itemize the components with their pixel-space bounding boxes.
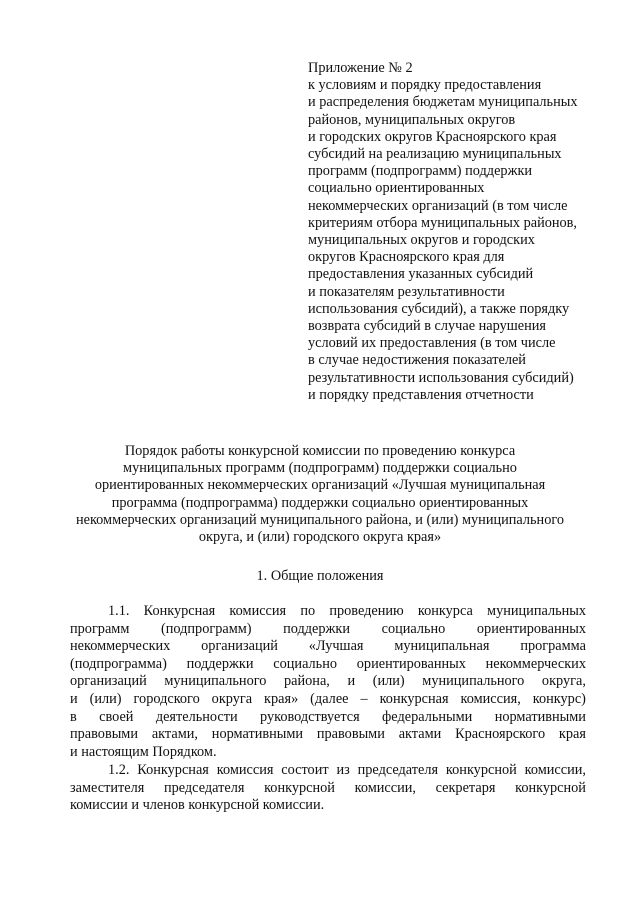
appendix-line: возврата субсидий в случае нарушения <box>308 318 546 335</box>
appendix-line: и порядку представления отчетности <box>308 386 534 403</box>
word: 1.2. <box>108 762 130 778</box>
word: председателя <box>163 779 245 796</box>
word: комиссии, <box>524 762 586 778</box>
title-line: ориентированных некоммерческих организаций «Лучшая муниципальная <box>94 477 546 494</box>
word: конкурсной <box>515 779 586 796</box>
word: муниципальная <box>394 638 490 655</box>
word: некоммерческих <box>485 655 586 672</box>
paragraph-1-1 <box>70 603 586 761</box>
word: актами <box>398 726 442 743</box>
word: конкурсная <box>379 690 449 707</box>
appendix-line: условий их предоставления (в том числе <box>308 335 556 352</box>
appendix-line: и распределения бюджетам муниципальных <box>308 94 578 111</box>
word: актами, <box>151 726 198 743</box>
appendix-line: в случае недостижения показателей <box>308 352 526 369</box>
word: проведению <box>329 603 404 619</box>
word: муниципальных <box>487 603 586 619</box>
word: программ <box>70 620 130 637</box>
appendix-line: предоставления указанных субсидий <box>308 266 534 283</box>
word: конкурса <box>417 603 473 619</box>
justified-line <box>70 603 586 621</box>
justified-line <box>70 638 586 656</box>
appendix-line: результативности использования субсидий) <box>308 369 574 386</box>
word: конкурсной <box>264 779 335 796</box>
word: комиссия, <box>460 690 521 707</box>
word: председателя <box>357 762 439 778</box>
word: нормативными <box>211 726 304 743</box>
word: федеральными <box>382 708 473 725</box>
document-title <box>60 443 580 546</box>
word: «Лучшая <box>308 638 364 655</box>
word: (или) <box>372 673 405 690</box>
word: в <box>70 708 77 725</box>
appendix-line: округов Красноярского края для <box>308 249 505 266</box>
justified-line <box>70 762 586 780</box>
justified-line <box>70 656 586 674</box>
word: края <box>558 726 586 743</box>
word: района, <box>284 673 330 690</box>
word: некоммерческих <box>70 638 171 655</box>
word: комиссии, <box>354 779 416 796</box>
word: края» <box>264 690 299 707</box>
word: – <box>360 690 368 707</box>
word: поддержки <box>186 655 254 672</box>
paragraph-1-2 <box>70 762 586 815</box>
justified-line <box>70 780 586 798</box>
word: городского <box>133 690 200 707</box>
word: Конкурсная <box>137 762 209 778</box>
word: нормативными <box>494 708 586 725</box>
justified-line <box>70 673 586 691</box>
appendix-line: и городских округов Красноярского края <box>308 128 557 145</box>
appendix-line: некоммерческих организаций (в том числе <box>308 197 568 214</box>
title-line: программа (подпрограмма) поддержки социально ориентированных <box>111 494 529 511</box>
word: конкурс) <box>532 690 586 707</box>
appendix-line: субсидий на реализацию муниципальных <box>308 146 562 163</box>
word: секретаря <box>435 779 496 796</box>
word: Конкурсная <box>143 603 216 619</box>
appendix-line: социально ориентированных <box>308 180 485 197</box>
appendix-line: использования субсидий), а также порядку <box>308 300 570 317</box>
section-heading: 1. Общие положения <box>256 568 384 584</box>
word: из <box>336 762 350 778</box>
word: деятельности <box>155 708 238 725</box>
word: программа <box>520 638 586 655</box>
word: округа <box>211 690 253 707</box>
word: по <box>300 603 316 619</box>
title-line: муниципальных программ (подпрограмм) поддержки социально <box>123 460 517 477</box>
justified-line <box>70 726 586 744</box>
word: состоит <box>281 762 329 778</box>
word: правовыми <box>316 726 385 743</box>
appendix-header <box>308 60 608 404</box>
justified-line <box>70 709 586 727</box>
word: округа, <box>541 673 586 690</box>
last-line: и настоящим Порядком. <box>70 743 217 760</box>
word: правовыми <box>70 726 139 743</box>
appendix-line: районов, муниципальных округов <box>308 111 516 128</box>
word: Красноярского <box>455 726 546 743</box>
appendix-line: программ (подпрограмм) поддержки <box>308 163 533 180</box>
appendix-line: Приложение № 2 <box>308 60 413 76</box>
word: организаций <box>70 673 147 690</box>
word: организаций <box>201 638 278 655</box>
title-line: некоммерческих организаций муниципального района, и (или) муниципального <box>75 511 565 528</box>
word: и <box>70 690 78 707</box>
appendix-line: муниципальных округов и городских <box>308 232 535 249</box>
word: заместителя <box>70 779 145 796</box>
word: (подпрограмма) <box>70 655 167 672</box>
word: руководствуется <box>260 708 360 725</box>
word: своей <box>99 708 134 725</box>
word: комиссия <box>216 762 274 778</box>
word: социально <box>273 655 338 672</box>
appendix-line: критериям отбора муниципальных районов, <box>308 214 578 231</box>
title-line: округа, и (или) городского округа края» <box>198 529 442 546</box>
word: (или) <box>89 690 122 707</box>
word: (подпрограмм) <box>160 620 252 637</box>
word: муниципального <box>164 673 267 690</box>
word: 1.1. <box>108 603 130 619</box>
last-line: комиссии и членов конкурсной комиссии. <box>70 797 325 814</box>
justified-line <box>70 691 586 709</box>
word: (далее <box>310 690 349 707</box>
title-line: Порядок работы конкурсной комиссии по проведению конкурса <box>124 443 516 459</box>
word: социально <box>381 620 446 637</box>
word: муниципального <box>422 673 525 690</box>
appendix-line: и показателям результативности <box>308 283 505 300</box>
word: ориентированных <box>356 655 466 672</box>
word: комиссия <box>229 603 287 619</box>
word: ориентированных <box>476 620 586 637</box>
word: и <box>347 673 356 690</box>
word: поддержки <box>283 620 351 637</box>
justified-line <box>70 621 586 639</box>
appendix-line: к условиям и порядку предоставления <box>308 77 542 94</box>
word: конкурсной <box>445 762 517 778</box>
